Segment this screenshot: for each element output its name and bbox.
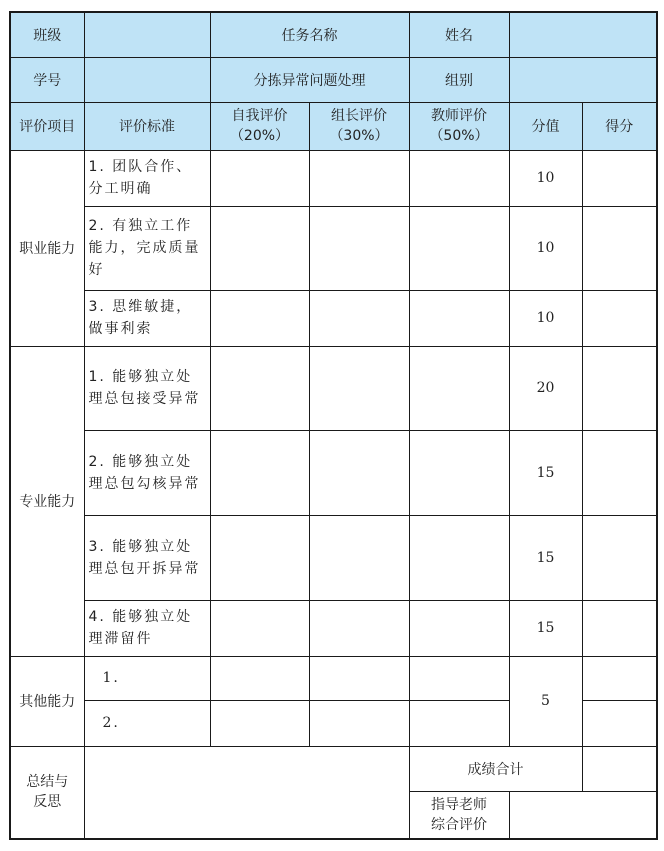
evaluation-sheet xyxy=(9,11,658,840)
task-name-value: 分拣异常问题处理 xyxy=(210,57,409,102)
summary-label-line1: 总结与 xyxy=(26,774,69,791)
score-value-cell: 15 xyxy=(509,515,582,600)
self-eval-cell[interactable] xyxy=(210,206,309,290)
teacher-eval-cell[interactable] xyxy=(409,656,509,700)
summary-content-cell[interactable] xyxy=(84,746,409,839)
column-leader-eval xyxy=(309,102,409,150)
criteria-cell: 4. 能够独立处理滞留件 xyxy=(84,600,210,656)
score-value-cell: 20 xyxy=(509,346,582,430)
score-got-cell[interactable] xyxy=(582,515,657,600)
teacher-comment-line2: 综合评价 xyxy=(431,816,487,833)
teacher-eval-cell[interactable] xyxy=(409,150,509,206)
leader-eval-cell[interactable] xyxy=(309,656,409,700)
teacher-comment-cell[interactable] xyxy=(509,791,657,839)
leader-eval-cell[interactable] xyxy=(309,346,409,430)
teacher-comment-label xyxy=(409,791,509,839)
self-eval-cell[interactable] xyxy=(210,150,309,206)
class-label: 班级 xyxy=(10,12,84,57)
criteria-cell: 1. 能够独立处理总包接受异常 xyxy=(84,346,210,430)
section-label-professional: 职业能力 xyxy=(10,150,84,346)
table-row xyxy=(10,150,657,206)
total-value-cell[interactable] xyxy=(582,746,657,791)
leader-eval-cell[interactable] xyxy=(309,600,409,656)
column-item: 评价项目 xyxy=(10,102,84,150)
summary-label xyxy=(10,746,84,839)
score-value-cell: 5 xyxy=(509,656,582,746)
teacher-comment-line1: 指导老师 xyxy=(431,796,487,813)
name-value-cell[interactable] xyxy=(509,12,657,57)
teacher-eval-cell[interactable] xyxy=(409,600,509,656)
column-teacher-eval xyxy=(409,102,509,150)
student-id-value-cell[interactable] xyxy=(84,57,210,102)
self-eval-cell[interactable] xyxy=(210,656,309,700)
self-eval-cell[interactable] xyxy=(210,346,309,430)
self-eval-cell[interactable] xyxy=(210,430,309,515)
column-self-eval xyxy=(210,102,309,150)
leader-eval-cell[interactable] xyxy=(309,206,409,290)
section-label-specialty: 专业能力 xyxy=(10,346,84,656)
table-row xyxy=(10,656,657,700)
self-eval-cell[interactable] xyxy=(210,515,309,600)
group-label: 组别 xyxy=(409,57,509,102)
score-value-cell: 15 xyxy=(509,600,582,656)
criteria-cell: 2. 有独立工作能力，完成质量好 xyxy=(84,206,210,290)
teacher-eval-cell[interactable] xyxy=(409,700,509,746)
teacher-eval-cell[interactable] xyxy=(409,290,509,346)
self-eval-weight: （20%） xyxy=(229,128,290,144)
leader-eval-cell[interactable] xyxy=(309,700,409,746)
score-got-cell[interactable] xyxy=(582,290,657,346)
table-row xyxy=(10,515,657,600)
score-got-cell[interactable] xyxy=(582,700,657,746)
score-got-cell[interactable] xyxy=(582,206,657,290)
score-got-cell[interactable] xyxy=(582,346,657,430)
leader-eval-cell[interactable] xyxy=(309,150,409,206)
section-label-other: 其他能力 xyxy=(10,656,84,746)
criteria-cell: 3. 思维敏捷，做事利索 xyxy=(84,290,210,346)
teacher-eval-cell[interactable] xyxy=(409,515,509,600)
table-row xyxy=(10,600,657,656)
self-eval-cell[interactable] xyxy=(210,600,309,656)
criteria-cell: 3. 能够独立处理总包开拆异常 xyxy=(84,515,210,600)
column-score-got: 得分 xyxy=(582,102,657,150)
criteria-cell: 2. 能够独立处理总包勾核异常 xyxy=(84,430,210,515)
column-criteria: 评价标准 xyxy=(84,102,210,150)
teacher-eval-cell[interactable] xyxy=(409,430,509,515)
leader-eval-cell[interactable] xyxy=(309,290,409,346)
leader-eval-cell[interactable] xyxy=(309,515,409,600)
score-value-cell: 15 xyxy=(509,430,582,515)
criteria-cell[interactable]: 2. xyxy=(84,700,210,746)
teacher-eval-cell[interactable] xyxy=(409,206,509,290)
criteria-cell[interactable]: 1. xyxy=(84,656,210,700)
score-value-cell: 10 xyxy=(509,290,582,346)
score-value-cell: 10 xyxy=(509,150,582,206)
score-got-cell[interactable] xyxy=(582,656,657,700)
student-id-label: 学号 xyxy=(10,57,84,102)
table-row xyxy=(10,346,657,430)
teacher-eval-label: 教师评价 xyxy=(431,108,487,124)
task-name-label: 任务名称 xyxy=(210,12,409,57)
evaluation-table xyxy=(9,11,658,840)
score-got-cell[interactable] xyxy=(582,150,657,206)
score-got-cell[interactable] xyxy=(582,430,657,515)
leader-eval-cell[interactable] xyxy=(309,430,409,515)
table-row xyxy=(10,290,657,346)
table-row xyxy=(10,430,657,515)
self-eval-cell[interactable] xyxy=(210,700,309,746)
self-eval-cell[interactable] xyxy=(210,290,309,346)
score-got-cell[interactable] xyxy=(582,600,657,656)
criteria-cell: 1. 团队合作、分工明确 xyxy=(84,150,210,206)
name-label: 姓名 xyxy=(409,12,509,57)
group-value-cell[interactable] xyxy=(509,57,657,102)
column-score-value: 分值 xyxy=(509,102,582,150)
teacher-eval-cell[interactable] xyxy=(409,346,509,430)
leader-eval-label: 组长评价 xyxy=(331,108,387,124)
summary-label-line2: 反思 xyxy=(33,794,62,811)
leader-eval-weight: （30%） xyxy=(329,128,389,144)
teacher-eval-weight: （50%） xyxy=(429,128,489,144)
table-row xyxy=(10,206,657,290)
total-label: 成绩合计 xyxy=(409,746,582,791)
self-eval-label: 自我评价 xyxy=(231,108,288,124)
score-value-cell: 10 xyxy=(509,206,582,290)
class-value-cell[interactable] xyxy=(84,12,210,57)
